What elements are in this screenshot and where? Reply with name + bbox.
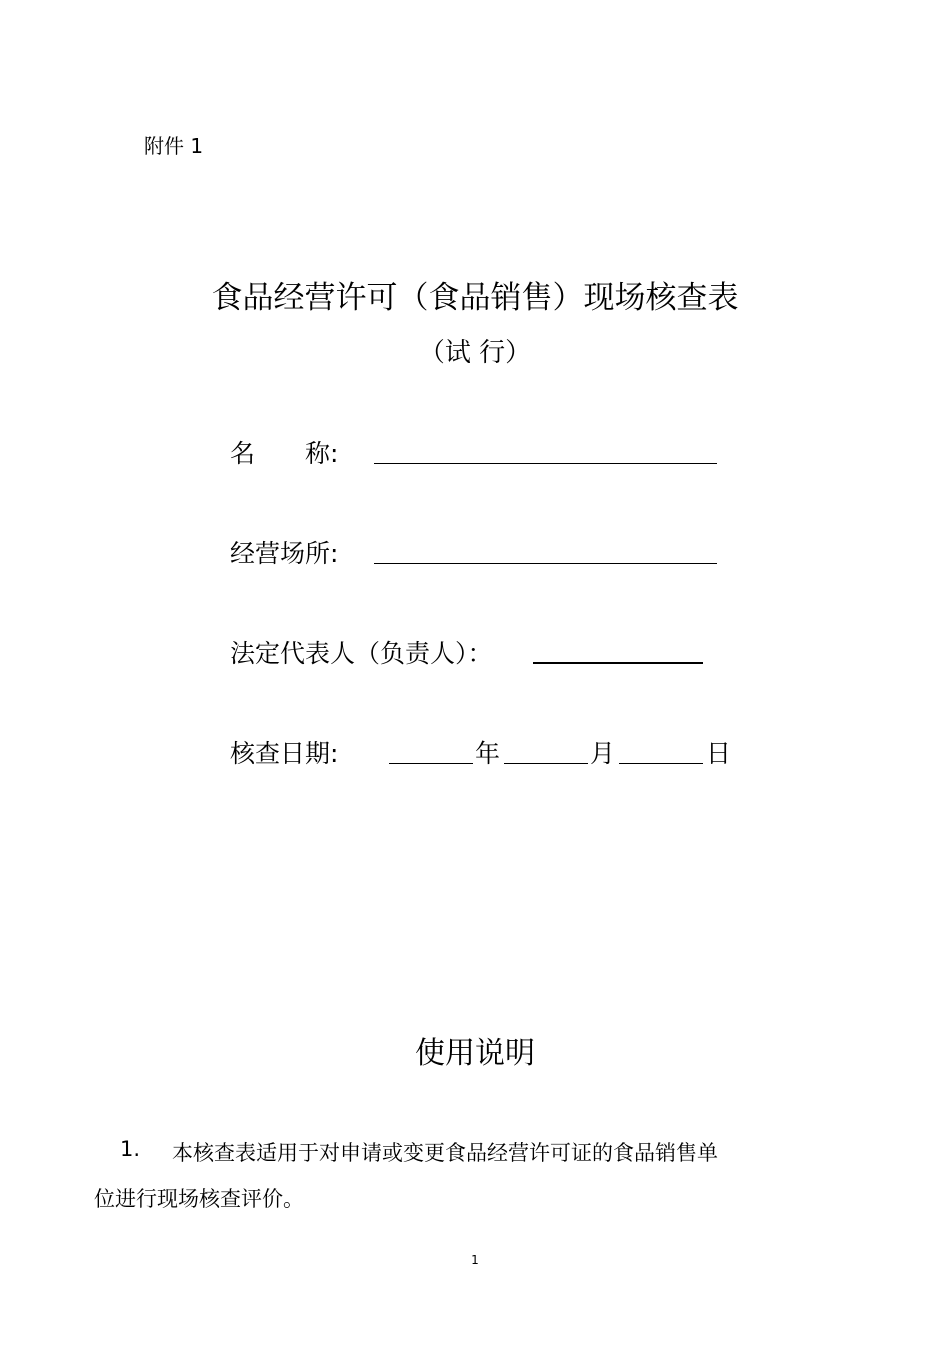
legal-rep-field-label: 法定代表人（负责人）： (230, 639, 493, 668)
document-title: 食品经营许可（食品销售）现场核查表 (211, 280, 739, 316)
name-field-label: 名 称: (230, 439, 339, 468)
instruction-item-line1: 本核查表适用于对申请或变更食品经营许可证的食品销售单 (172, 1141, 718, 1165)
page-number: 1 (471, 1253, 479, 1267)
year-blank[interactable] (389, 763, 473, 764)
premises-field-label: 经营场所: (230, 539, 339, 568)
day-blank[interactable] (619, 763, 703, 764)
attachment-label: 附件 1 (144, 134, 204, 158)
month-blank[interactable] (504, 763, 588, 764)
legal-rep-field-blank[interactable] (533, 662, 703, 664)
document-subtitle: （试 行） (418, 338, 532, 368)
name-field-blank[interactable] (374, 463, 717, 464)
instruction-item-number: 1. (120, 1137, 141, 1161)
year-label: 年 (475, 739, 501, 768)
month-label: 月 (590, 739, 616, 768)
premises-field-blank[interactable] (374, 563, 717, 564)
date-field-label: 核查日期: (230, 739, 339, 768)
day-label: 日 (706, 739, 732, 768)
instruction-item-line2: 位进行现场核查评价。 (94, 1187, 304, 1211)
instructions-title: 使用说明 (415, 1036, 535, 1071)
